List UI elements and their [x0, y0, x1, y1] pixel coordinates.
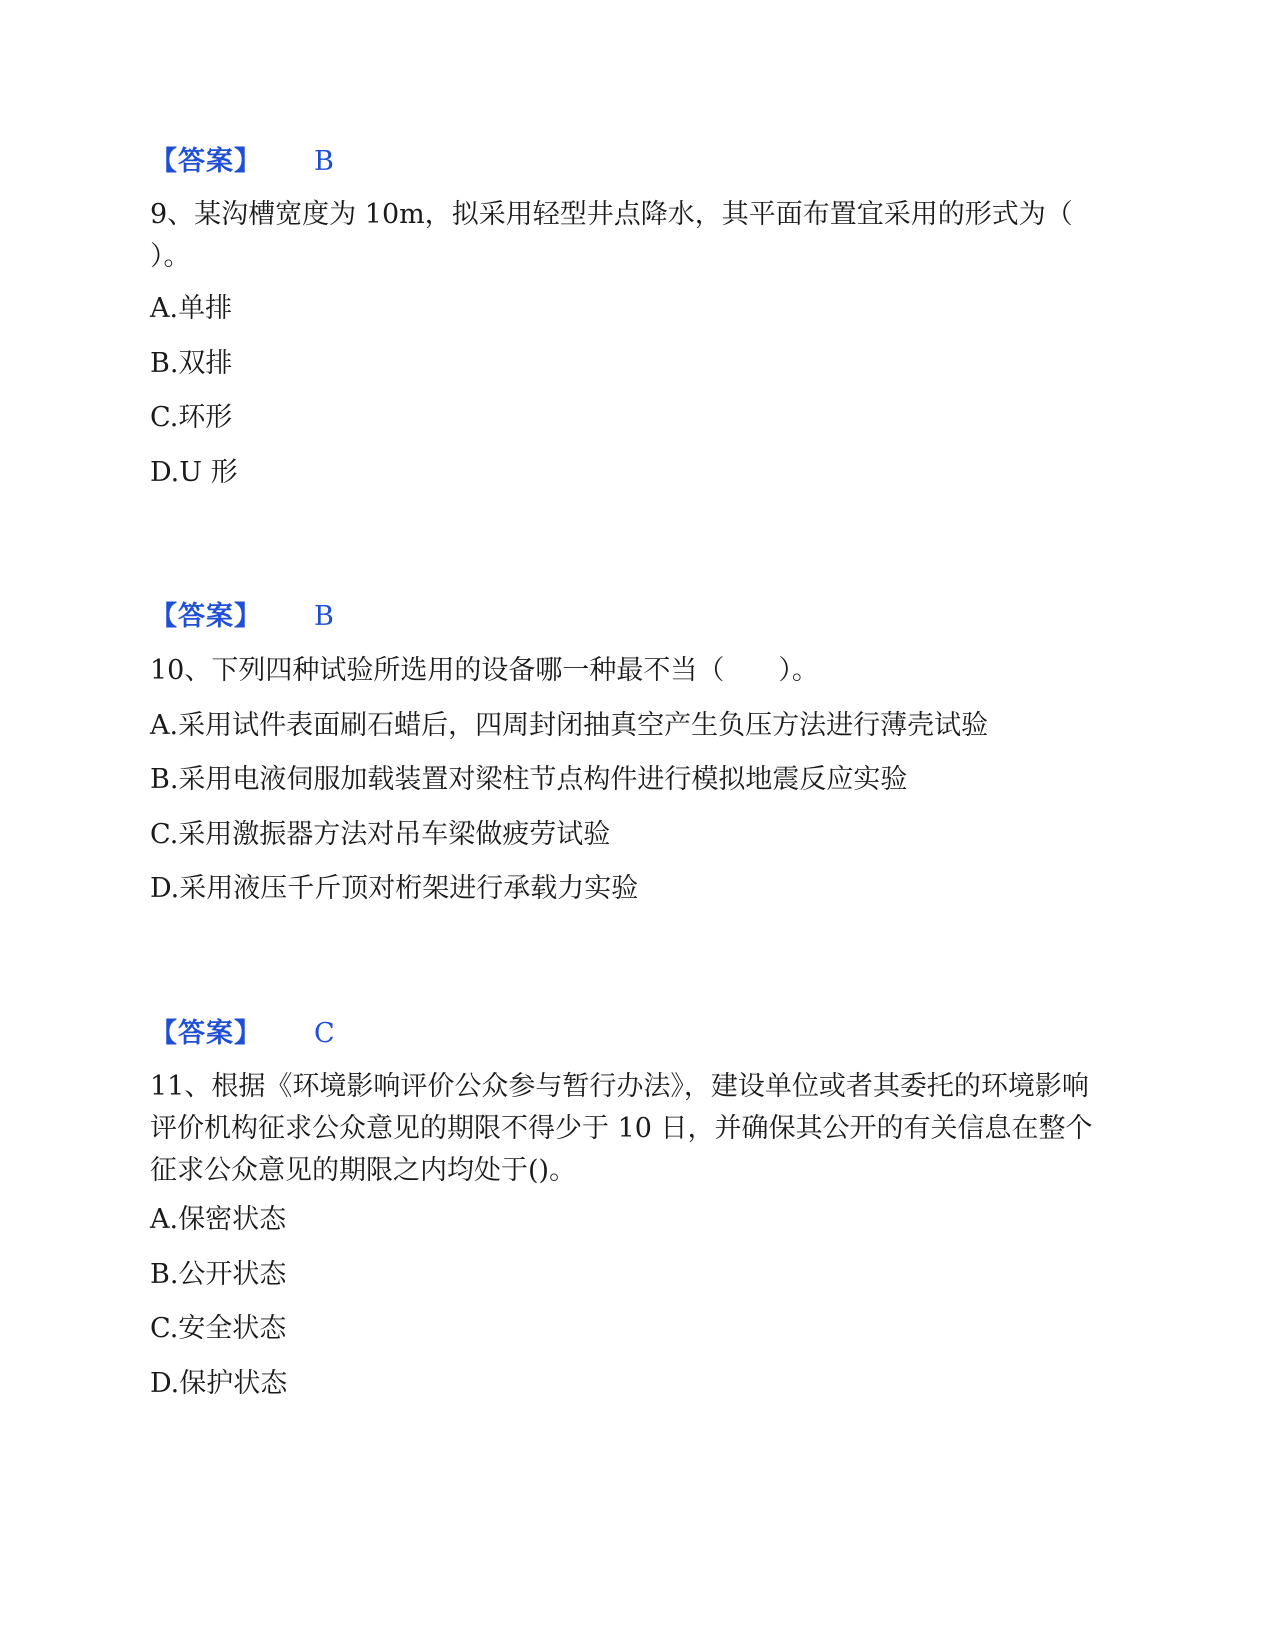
- question-9-option-c: C.环形: [150, 402, 233, 433]
- answer-label: 【答案】: [150, 1018, 262, 1049]
- question-9-option-b: B.双排: [150, 348, 233, 379]
- question-11-option-b: B.公开状态: [150, 1259, 287, 1290]
- question-10-option-d: D.采用液压千斤顶对桁架进行承载力实验: [150, 873, 639, 904]
- answer-label: 【答案】: [150, 601, 262, 632]
- question-10-option-b: B.采用电液伺服加载装置对梁柱节点构件进行模拟地震反应实验: [150, 764, 908, 795]
- question-11-option-d: D.保护状态: [150, 1368, 288, 1399]
- answer-label: 【答案】: [150, 146, 262, 177]
- answer-line: [150, 599, 334, 635]
- question-11-option-a: A.保密状态: [150, 1204, 287, 1235]
- question-11-option-c: C.安全状态: [150, 1313, 287, 1344]
- question-10-option-a: A.采用试件表面刷石蜡后，四周封闭抽真空产生负压方法进行薄壳试验: [150, 710, 989, 741]
- question-9-text: 9、某沟槽宽度为 10m，拟采用轻型井点降水，其平面布置宜采用的形式为（ ）。: [150, 199, 1073, 272]
- answer-line: [150, 1016, 335, 1052]
- answer-value: B: [314, 146, 334, 177]
- question-9-option-d: D.U 形: [150, 457, 238, 488]
- answer-line: [150, 144, 334, 180]
- answer-value: C: [314, 1018, 335, 1049]
- question-10-text: 10、下列四种试验所选用的设备哪一种最不当（ ）。: [150, 655, 819, 686]
- question-11-text: 11、根据《环境影响评价公众参与暂行办法》，建设单位或者其委托的环境影响评价机构征求公众意见的期限不得少于 10 日，并确保其公开的有关信息在整个征求公众意见的期限之内均处于()。: [150, 1071, 1093, 1186]
- answer-value: B: [314, 601, 334, 632]
- question-9-option-a: A.单排: [150, 293, 233, 324]
- question-10-option-c: C.采用激振器方法对吊车梁做疲劳试验: [150, 819, 611, 850]
